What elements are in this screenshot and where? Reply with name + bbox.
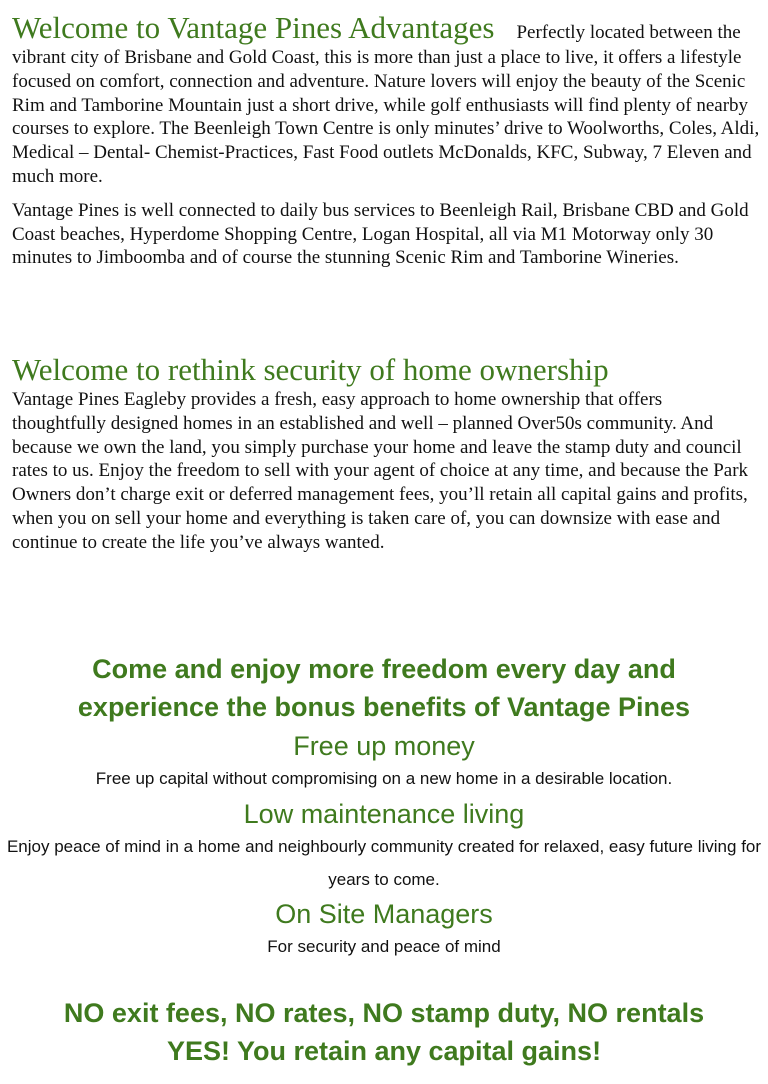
promo-line-2: experience the bonus benefits of Vantage Pines (77, 692, 691, 722)
benefit-title: Low maintenance living (243, 799, 525, 829)
benefit-title: Free up money (293, 731, 475, 761)
promo-line-1: Come and enjoy more freedom every day and (92, 654, 676, 684)
advantages-block (12, 10, 760, 189)
advantages-section (12, 10, 760, 270)
ownership-section (12, 352, 760, 555)
advantages-lead: Perfectly located (516, 22, 645, 43)
advantages-paragraph-2: Vantage Pines is well connected to daily bus services to Beenleigh Rail, Brisbane CBD and Gold Coast beaches, Hyperdome Shopping Centre, Logan Hospital, all via M1 Motorway only 30 minutes to Jimboomba and of course the stunning Scenic Rim and Tamborine Wineries. (12, 199, 749, 269)
advantages-paragraph-1: between the vibrant city of Brisbane and Gold Coast, this is more than just a place to live, it offers a lifestyle focused on comfort, connection and adventure. Nature lovers will enjoy the beauty of the Scenic Rim and Tamborine Mountain just a short drive, while golf enthusiasts will find plenty of nearby courses to explore. The Beenleigh Town Centre is only minutes’ drive to Woolworths, Coles, Aldi, Medical – Dental- Chemist-Practices, Fast Food outlets McDonalds, KFC, Subway, 7 Eleven and much more. (12, 22, 760, 187)
benefit-on-site-managers (0, 898, 768, 963)
advantages-heading: Welcome to Vantage Pines Advantages (12, 10, 495, 45)
footer-banner (0, 994, 768, 1070)
footer-line-1: NO exit fees, NO rates, NO stamp duty, NO rentals (63, 998, 705, 1028)
benefit-low-maintenance (0, 798, 768, 896)
benefit-text: For security and peace of mind (267, 937, 501, 956)
benefit-text: Enjoy peace of mind in a home and neighbourly community created for relaxed, easy future living for years to come. (6, 837, 762, 889)
ownership-heading: Welcome to rethink security of home ownership (12, 352, 609, 387)
footer-line-2: YES! You retain any capital gains! (166, 1036, 602, 1066)
benefit-text: Free up capital without compromising on a new home in a desirable location. (95, 769, 673, 788)
benefit-free-up-money (0, 730, 768, 795)
ownership-paragraph: Vantage Pines Eagleby provides a fresh, easy approach to home ownership that offers thoughtfully designed homes in an established and well – planned Over50s community. And because we own the land, you simply purchase your home and leave the stamp duty and council rates to us. Enjoy the freedom to sell with your agent of choice at any time, and because the Park Owners don’t charge exit or deferred management fees, you’ll retain all capital gains and profits, when you on sell your home and everything is taken care of, you can downsize with ease and continue to create the life you’ve always wanted. (12, 389, 749, 553)
promo-banner (0, 650, 768, 726)
benefit-title: On Site Managers (275, 899, 493, 929)
